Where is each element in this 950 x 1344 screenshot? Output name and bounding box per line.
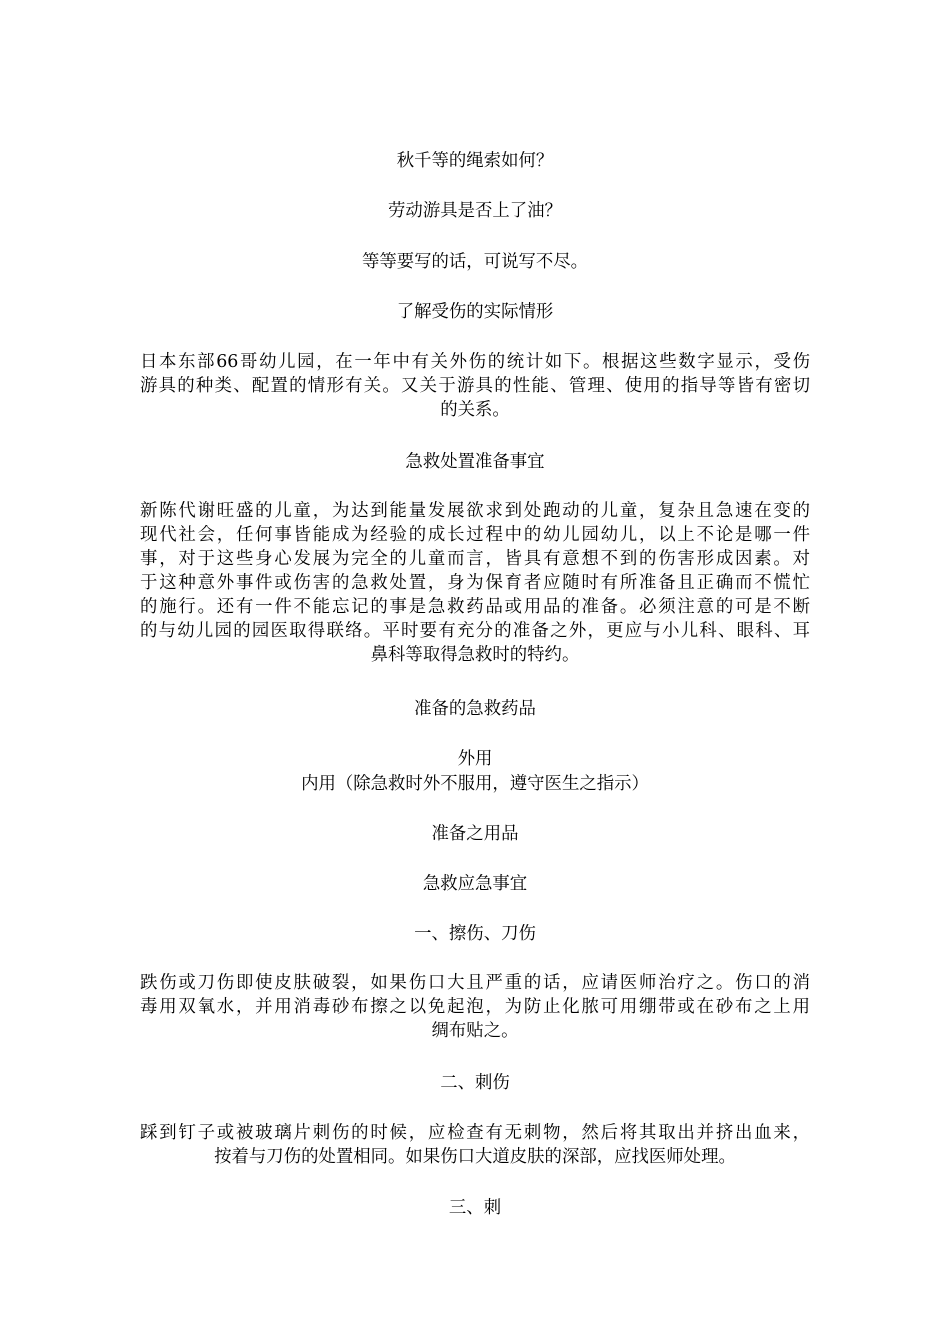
text-line-oiled-equipment: 劳动游具是否上了油？ bbox=[388, 201, 562, 221]
paragraph-line: 毒用双氧水，并用消毒砂布擦之以免起泡，为防止化脓可用绷带或在砂布之上用 bbox=[140, 997, 810, 1017]
paragraph-line: 现代社会，任何事皆能成为经验的成长过程中的幼儿园幼儿，以上不论是哪一件 bbox=[140, 525, 810, 545]
paragraph-first-aid-prep bbox=[140, 499, 810, 667]
paragraph-line: 绸布贴之。 bbox=[431, 1021, 519, 1041]
paragraph-line: 的关系。 bbox=[440, 400, 510, 420]
heading-puncture-wounds: 二、刺伤 bbox=[440, 1073, 510, 1093]
paragraph-line: 新陈代谢旺盛的儿童，为达到能量发展欲求到处跑动的儿童，复杂且急速在变的 bbox=[140, 501, 810, 521]
heading-emergency-measures: 急救应急事宜 bbox=[422, 874, 528, 894]
text-line-external-use: 外用 bbox=[457, 749, 493, 769]
paragraph-line: 游具的种类、配置的情形有关。又关于游具的性能、管理、使用的指导等皆有密切 bbox=[140, 376, 810, 396]
text-line-swing-ropes: 秋千等的绳索如何？ bbox=[396, 151, 554, 171]
text-line-internal-use: 内用（除急救时外不服用，遵守医生之指示） bbox=[301, 774, 649, 794]
paragraph-line: 的施行。还有一件不能忘记的事是急救药品或用品的准备。必须注意的可是不断 bbox=[140, 597, 810, 617]
paragraph-line: 日本东部66哥幼儿园，在一年中有关外伤的统计如下。根据这些数字显示，受伤 bbox=[140, 352, 810, 372]
paragraph-injury-stats bbox=[140, 350, 810, 422]
heading-injury-situation: 了解受伤的实际情形 bbox=[396, 302, 554, 322]
paragraph-line: 的与幼儿园的园医取得联络。平时要有充分的准备之外，更应与小儿科、眼科、耳 bbox=[140, 621, 810, 641]
paragraph-line: 于这种意外事件或伤害的急救处置，身为保育者应随时有所准备且正确而不慌忙 bbox=[140, 573, 810, 593]
paragraph-line: 跌伤或刀伤即使皮肤破裂，如果伤口大且严重的话，应请医师治疗之。伤口的消 bbox=[140, 973, 810, 993]
paragraph-abrasions-cuts bbox=[140, 971, 810, 1043]
heading-first-aid-medicines: 准备的急救药品 bbox=[414, 699, 536, 719]
paragraph-line: 踩到钉子或被玻璃片刺伤的时候，应检查有无刺物，然后将其取出并挤出血来， bbox=[140, 1123, 810, 1143]
paragraph-puncture-wounds bbox=[140, 1121, 810, 1169]
paragraph-line: 事，对于这些身心发展为完全的儿童而言，皆具有意想不到的伤害形成因素。对 bbox=[140, 549, 810, 569]
heading-supplies: 准备之用品 bbox=[431, 824, 519, 844]
heading-splinters: 三、刺 bbox=[448, 1198, 502, 1218]
paragraph-line: 鼻科等取得急救时的特约。 bbox=[370, 645, 580, 665]
heading-abrasions-cuts: 一、擦伤、刀伤 bbox=[414, 924, 536, 944]
text-line-cannot-write-all: 等等要写的话，可说写不尽。 bbox=[361, 252, 589, 272]
paragraph-line: 按着与刀伤的处置相同。如果伤口大道皮肤的深部，应找医师处理。 bbox=[214, 1147, 736, 1167]
heading-first-aid-prep: 急救处置准备事宜 bbox=[405, 452, 545, 472]
